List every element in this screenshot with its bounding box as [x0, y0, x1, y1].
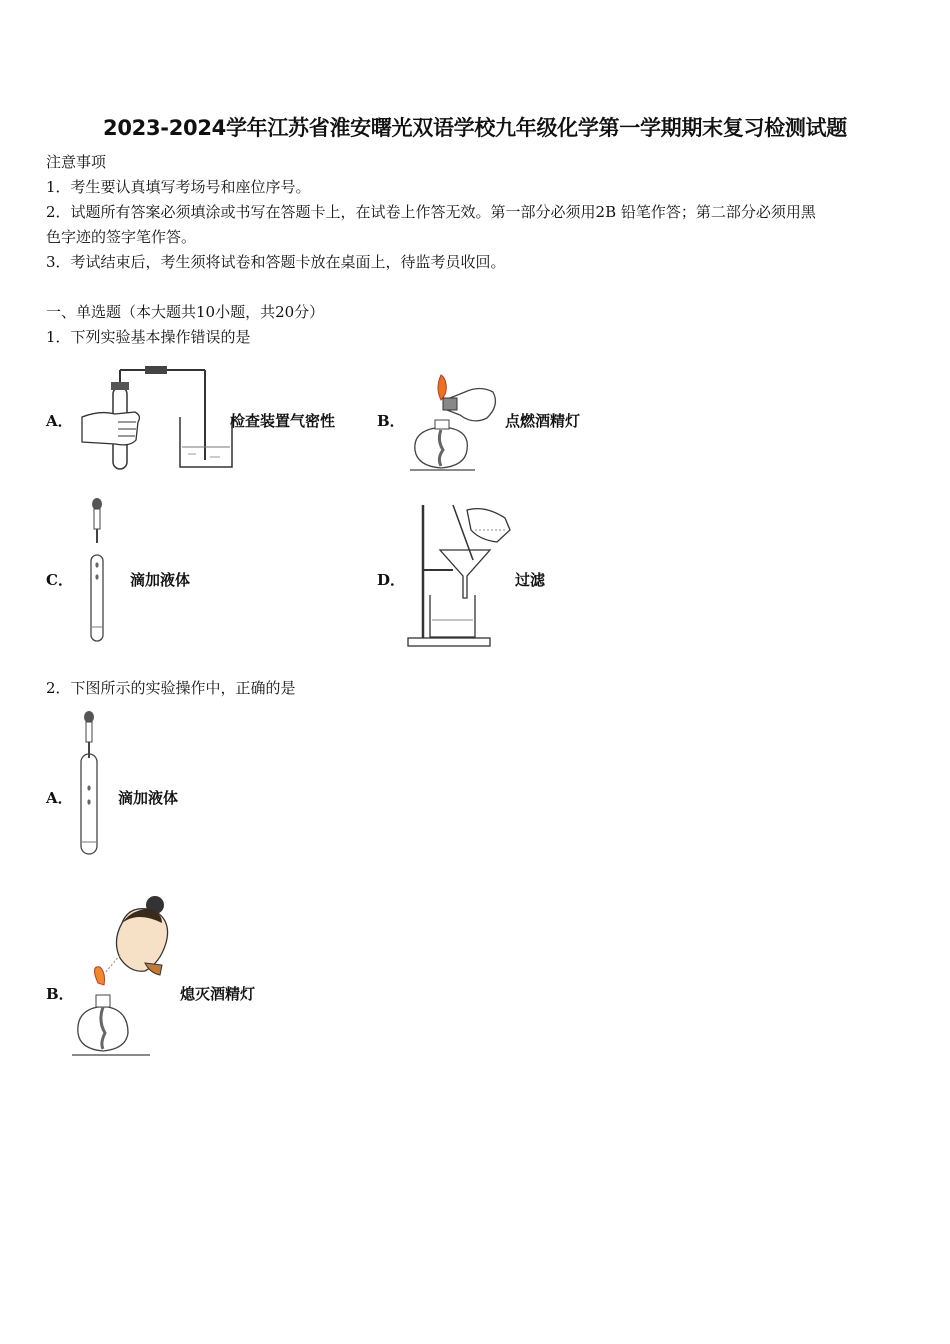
q1-option-c-letter: C． [46, 571, 73, 589]
q2-option-a-letter: A． [46, 789, 73, 807]
q1-option-c-caption: 滴加液体 [130, 571, 191, 589]
q1-option-d-letter: D． [377, 571, 406, 589]
q2-option-b-caption: 熄灭酒精灯 [180, 985, 256, 1003]
q1-option-a-letter: A． [46, 412, 73, 430]
q2-option-a-caption: 滴加液体 [118, 789, 179, 807]
lighting-alcohol-lamp-illustration [405, 370, 505, 475]
dropper-test-tube-illustration [75, 708, 105, 860]
notice-item-continued: 色字迹的签字笔作答。 [46, 228, 197, 246]
page-title: 2023-2024学年江苏省淮安曙光双语学校九年级化学第一学期期末复习检测试题 [103, 116, 847, 140]
notice-item: 2．试题所有答案必须填涂或书写在答题卡上，在试卷上作答无效。第一部分必须用2B 铅笔作答；第二部分必须用黑 [46, 203, 816, 221]
q1-option-b-letter: B． [377, 412, 405, 430]
question-2-stem: 2．下图所示的实验操作中，正确的是 [46, 679, 296, 697]
extinguishing-lamp-illustration [70, 893, 180, 1061]
q2-option-b-letter: B． [46, 985, 74, 1003]
dropper-test-tube-illustration [85, 495, 115, 647]
q1-option-a-caption: 检查装置气密性 [230, 412, 336, 430]
filtration-illustration [405, 500, 517, 650]
airtight-check-illustration [80, 362, 235, 472]
notice-item: 1．考生要认真填写考场号和座位序号。 [46, 178, 311, 196]
q1-option-d-caption: 过滤 [515, 571, 546, 589]
notice-heading: 注意事项 [46, 153, 107, 171]
q1-option-b-caption: 点燃酒精灯 [505, 412, 581, 430]
question-1-stem: 1．下列实验基本操作错误的是 [46, 328, 251, 346]
notice-item: 3．考试结束后，考生须将试卷和答题卡放在桌面上，待监考员收回。 [46, 253, 506, 271]
section-heading: 一、单选题（本大题共10小题，共20分） [46, 303, 325, 321]
